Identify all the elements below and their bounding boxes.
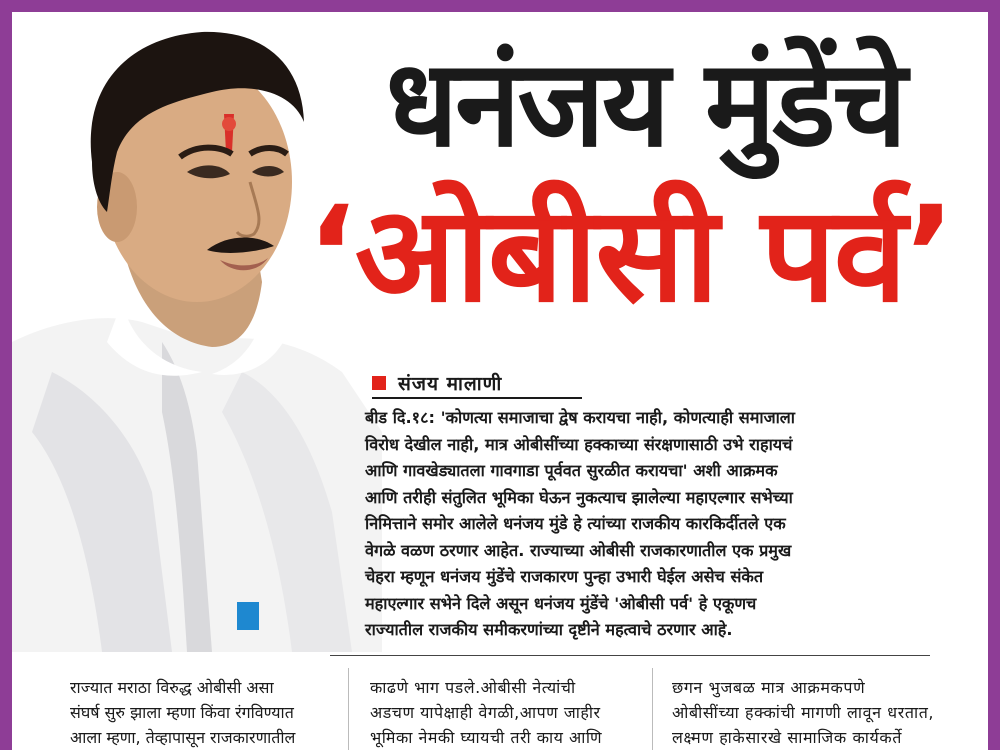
lead-line: चेहरा म्हणून धनंजय मुंडेंचे राजकारण पुन्हा उभारी घेईल असेच संकेत: [365, 567, 764, 586]
column-line: लक्ष्मण हाकेसारखे सामाजिक कार्यकर्ते: [672, 728, 902, 747]
column-divider: [652, 668, 653, 750]
lead-line: महाएल्गार सभेने दिले असून धनंजय मुंडेंचे 'ओबीसी पर्व' हे एकूणच: [365, 593, 757, 613]
column-line: आला म्हणा, तेव्हापासून राजकारणातील: [70, 728, 296, 747]
lead-line: आणि गावखेड्यातला गावगाडा पूर्ववत सुरळीत करायचा' अशी आक्रमक: [365, 461, 778, 480]
column-divider: [348, 668, 349, 750]
column-line: ओबीसींच्या हक्कांची मागणी लावून धरतात,: [672, 703, 935, 722]
lead-line: निमित्ताने समोर आलेले धनंजय मुंडे हे त्यांच्या राजकीय कारकिर्दीतले एक: [365, 514, 786, 533]
headline-line-1: धनंजय मुंडेंचे: [385, 35, 905, 174]
lead-line: वेगळे वळण ठरणार आहेत. राज्याच्या ओबीसी राजकारणातील एक प्रमुख: [365, 540, 792, 560]
body-column-2: [370, 675, 602, 750]
body-column-1: [70, 675, 295, 750]
author-name: संजय मालाणी: [398, 373, 503, 395]
section-rule: [330, 655, 930, 656]
lead-line: राज्यातील राजकीय समीकरणांच्या दृष्टीने महत्वाचे ठरणार आहे.: [365, 620, 733, 639]
red-square-bullet: [372, 376, 386, 390]
column-line: संघर्ष सुरु झाला म्हणा किंवा रंगविण्यात: [70, 703, 294, 722]
column-line: भूमिका नेमकी घ्यायची तरी काय आणि: [370, 728, 603, 747]
lead-line: आणि तरीही संतुलित भूमिका घेऊन नुकत्याच झालेल्या महाएल्गार सभेच्या: [365, 487, 793, 507]
lead-line: बीड दि.१८: 'कोणत्या समाजाचा द्वेष करायचा नाही, कोणत्याही समाजाला: [365, 408, 795, 427]
column-line: राज्यात मराठा विरुद्ध ओबीसी असा: [70, 678, 274, 697]
byline-rule: [372, 397, 582, 399]
byline: [372, 370, 502, 396]
lead-line: विरोध देखील नाही, मात्र ओबीसींच्या हक्काच्या संरक्षणासाठी उभे राहायचं: [365, 434, 793, 454]
column-line: छगन भुजबळ मात्र आक्रमकपणे: [672, 678, 866, 697]
lead-paragraph: [365, 405, 943, 644]
column-line: अडचण यापेक्षाही वेगळी,आपण जाहीर: [370, 703, 601, 722]
body-column-3: [672, 675, 934, 750]
headline-line-2: ‘ओबीसी पर्व’: [306, 178, 954, 332]
column-line: काढणे भाग पडले.ओबीसी नेत्यांची: [370, 678, 576, 697]
